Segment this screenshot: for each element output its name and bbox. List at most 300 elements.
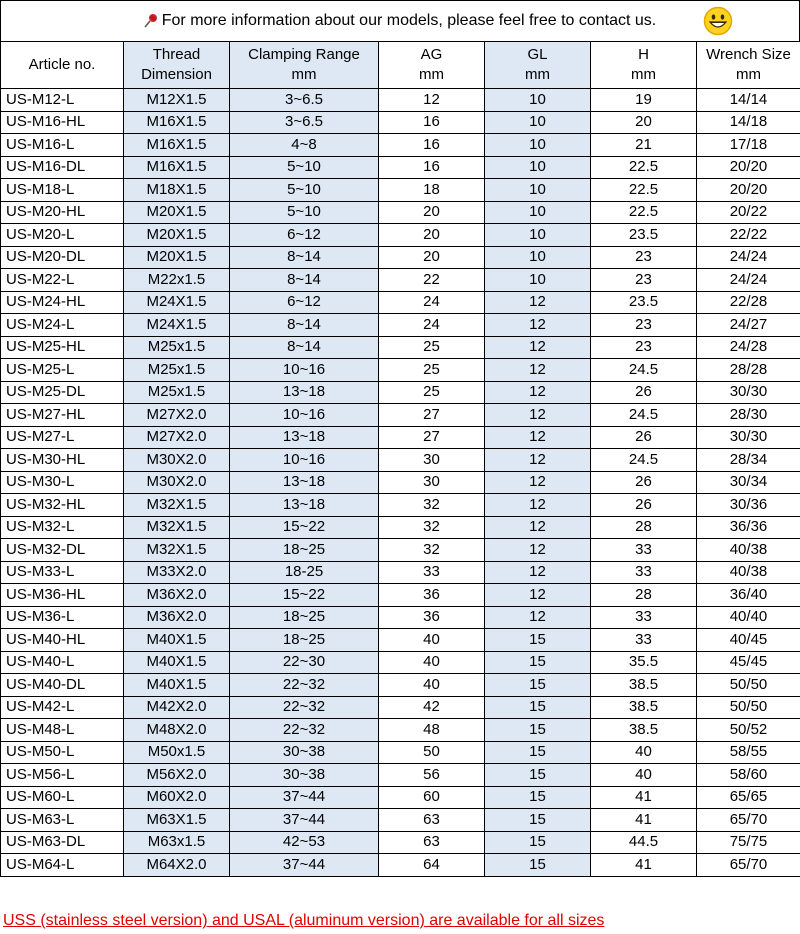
gl-cell: 12 (485, 561, 591, 584)
table-row (1, 741, 800, 764)
header-line1: AG (420, 46, 443, 63)
wrench-size-cell: 20/22 (697, 201, 800, 224)
h-cell: 23.5 (591, 224, 697, 247)
wrench-size-cell: 65/65 (697, 786, 800, 809)
thread-dimension-cell: M36X2.0 (124, 606, 230, 629)
h-cell: 44.5 (591, 831, 697, 854)
gl-cell: 15 (485, 674, 591, 697)
clamping-range-cell: 13~18 (230, 471, 379, 494)
ag-cell: 20 (379, 224, 485, 247)
gl-cell: 12 (485, 426, 591, 449)
product-spec-table (0, 41, 800, 877)
thread-dimension-cell: M32X1.5 (124, 494, 230, 517)
table-row (1, 494, 800, 517)
header-line1: Thread (152, 46, 201, 63)
ag-cell: 32 (379, 494, 485, 517)
article-no-cell: US-M36-L (1, 606, 124, 629)
wrench-size-cell: 45/45 (697, 651, 800, 674)
ag-cell: 24 (379, 314, 485, 337)
wrench-size-cell: 14/18 (697, 111, 800, 134)
thread-dimension-cell: M56X2.0 (124, 764, 230, 787)
clamping-range-cell: 22~32 (230, 696, 379, 719)
ag-cell: 27 (379, 426, 485, 449)
h-cell: 26 (591, 471, 697, 494)
h-cell: 35.5 (591, 651, 697, 674)
thread-dimension-cell: M16X1.5 (124, 111, 230, 134)
wrench-size-cell: 22/28 (697, 291, 800, 314)
article-no-cell: US-M48-L (1, 719, 124, 742)
gl-cell: 10 (485, 179, 591, 202)
header-article-no (1, 42, 124, 89)
thread-dimension-cell: M60X2.0 (124, 786, 230, 809)
table-row (1, 269, 800, 292)
h-cell: 23 (591, 269, 697, 292)
clamping-range-cell: 5~10 (230, 179, 379, 202)
clamping-range-cell: 8~14 (230, 246, 379, 269)
gl-cell: 10 (485, 89, 591, 112)
gl-cell: 15 (485, 854, 591, 877)
gl-cell: 10 (485, 111, 591, 134)
table-row (1, 651, 800, 674)
gl-cell: 15 (485, 651, 591, 674)
table-row (1, 359, 800, 382)
header-thread-dimension (124, 42, 230, 89)
article-no-cell: US-M32-HL (1, 494, 124, 517)
wrench-size-cell: 50/52 (697, 719, 800, 742)
pushpin-icon (144, 13, 158, 29)
gl-cell: 15 (485, 809, 591, 832)
h-cell: 38.5 (591, 696, 697, 719)
clamping-range-cell: 30~38 (230, 741, 379, 764)
wrench-size-cell: 40/40 (697, 606, 800, 629)
thread-dimension-cell: M25x1.5 (124, 381, 230, 404)
clamping-range-cell: 18-25 (230, 561, 379, 584)
header-line1: Clamping Range (248, 46, 360, 63)
thread-dimension-cell: M25x1.5 (124, 359, 230, 382)
wrench-size-cell: 65/70 (697, 854, 800, 877)
thread-dimension-cell: M50x1.5 (124, 741, 230, 764)
h-cell: 28 (591, 516, 697, 539)
article-no-cell: US-M20-L (1, 224, 124, 247)
clamping-range-cell: 30~38 (230, 764, 379, 787)
clamping-range-cell: 10~16 (230, 359, 379, 382)
h-cell: 24.5 (591, 404, 697, 427)
h-cell: 22.5 (591, 156, 697, 179)
wrench-size-cell: 30/34 (697, 471, 800, 494)
article-no-cell: US-M24-HL (1, 291, 124, 314)
ag-cell: 30 (379, 471, 485, 494)
table-row (1, 809, 800, 832)
thread-dimension-cell: M40X1.5 (124, 629, 230, 652)
h-cell: 41 (591, 786, 697, 809)
ag-cell: 60 (379, 786, 485, 809)
table-row (1, 291, 800, 314)
article-no-cell: US-M20-HL (1, 201, 124, 224)
article-no-cell: US-M64-L (1, 854, 124, 877)
h-cell: 26 (591, 381, 697, 404)
ag-cell: 40 (379, 674, 485, 697)
header-line2: mm (291, 66, 317, 83)
gl-cell: 10 (485, 134, 591, 157)
table-row (1, 539, 800, 562)
clamping-range-cell: 3~6.5 (230, 111, 379, 134)
h-cell: 33 (591, 629, 697, 652)
header-line2: mm (631, 66, 656, 83)
clamping-range-cell: 10~16 (230, 449, 379, 472)
article-no-cell: US-M32-DL (1, 539, 124, 562)
wrench-size-cell: 30/30 (697, 381, 800, 404)
h-cell: 40 (591, 741, 697, 764)
article-no-cell: US-M40-HL (1, 629, 124, 652)
table-row (1, 854, 800, 877)
ag-cell: 24 (379, 291, 485, 314)
table-row (1, 764, 800, 787)
ag-cell: 63 (379, 809, 485, 832)
clamping-range-cell: 22~32 (230, 719, 379, 742)
header-ag (379, 42, 485, 89)
article-no-cell: US-M16-DL (1, 156, 124, 179)
article-no-cell: US-M56-L (1, 764, 124, 787)
thread-dimension-cell: M64X2.0 (124, 854, 230, 877)
thread-dimension-cell: M63x1.5 (124, 831, 230, 854)
article-no-cell: US-M16-L (1, 134, 124, 157)
clamping-range-cell: 13~18 (230, 381, 379, 404)
gl-cell: 12 (485, 381, 591, 404)
gl-cell: 10 (485, 156, 591, 179)
table-row (1, 674, 800, 697)
clamping-range-cell: 8~14 (230, 314, 379, 337)
table-row (1, 719, 800, 742)
article-no-cell: US-M63-L (1, 809, 124, 832)
table-row (1, 246, 800, 269)
clamping-range-cell: 8~14 (230, 336, 379, 359)
table-row (1, 516, 800, 539)
table-header-row (1, 42, 800, 89)
h-cell: 23 (591, 314, 697, 337)
wrench-size-cell: 65/70 (697, 809, 800, 832)
h-cell: 33 (591, 606, 697, 629)
header-h (591, 42, 697, 89)
thread-dimension-cell: M20X1.5 (124, 224, 230, 247)
wrench-size-cell: 22/22 (697, 224, 800, 247)
wrench-size-cell: 24/24 (697, 246, 800, 269)
article-no-cell: US-M33-L (1, 561, 124, 584)
gl-cell: 15 (485, 719, 591, 742)
h-cell: 24.5 (591, 359, 697, 382)
gl-cell: 15 (485, 696, 591, 719)
table-row (1, 156, 800, 179)
clamping-range-cell: 37~44 (230, 786, 379, 809)
h-cell: 41 (591, 809, 697, 832)
ag-cell: 40 (379, 629, 485, 652)
table-row (1, 134, 800, 157)
table-row (1, 449, 800, 472)
wrench-size-cell: 58/55 (697, 741, 800, 764)
article-no-cell: US-M60-L (1, 786, 124, 809)
wrench-size-cell: 20/20 (697, 156, 800, 179)
wrench-size-cell: 50/50 (697, 696, 800, 719)
table-row (1, 404, 800, 427)
h-cell: 22.5 (591, 201, 697, 224)
gl-cell: 12 (485, 539, 591, 562)
gl-cell: 12 (485, 291, 591, 314)
ag-cell: 16 (379, 156, 485, 179)
availability-footnote: USS (stainless steel version) and USAL (aluminum version) are available for all sizes (3, 912, 605, 929)
header-line1: GL (527, 46, 548, 63)
clamping-range-cell: 42~53 (230, 831, 379, 854)
h-cell: 19 (591, 89, 697, 112)
table-row (1, 786, 800, 809)
thread-dimension-cell: M32X1.5 (124, 539, 230, 562)
h-cell: 20 (591, 111, 697, 134)
article-no-cell: US-M30-L (1, 471, 124, 494)
header-gl (485, 42, 591, 89)
table-row (1, 696, 800, 719)
wrench-size-cell: 30/30 (697, 426, 800, 449)
header-line1: H (638, 46, 649, 63)
thread-dimension-cell: M63X1.5 (124, 809, 230, 832)
table-row (1, 471, 800, 494)
smiley-icon (703, 6, 733, 36)
article-no-cell: US-M50-L (1, 741, 124, 764)
table-row (1, 201, 800, 224)
wrench-size-cell: 28/34 (697, 449, 800, 472)
gl-cell: 12 (485, 449, 591, 472)
article-no-cell: US-M40-DL (1, 674, 124, 697)
h-cell: 28 (591, 584, 697, 607)
clamping-range-cell: 18~25 (230, 606, 379, 629)
thread-dimension-cell: M24X1.5 (124, 291, 230, 314)
thread-dimension-cell: M42X2.0 (124, 696, 230, 719)
h-cell: 23.5 (591, 291, 697, 314)
gl-cell: 12 (485, 584, 591, 607)
header-wrench-size (697, 42, 800, 89)
wrench-size-cell: 28/30 (697, 404, 800, 427)
thread-dimension-cell: M40X1.5 (124, 651, 230, 674)
wrench-size-cell: 28/28 (697, 359, 800, 382)
wrench-size-cell: 36/36 (697, 516, 800, 539)
wrench-size-cell: 24/28 (697, 336, 800, 359)
thread-dimension-cell: M40X1.5 (124, 674, 230, 697)
banner-text: For more information about our models, please feel free to contact us. (161, 12, 657, 29)
gl-cell: 10 (485, 246, 591, 269)
article-no-cell: US-M25-L (1, 359, 124, 382)
contact-banner (0, 0, 800, 41)
wrench-size-cell: 36/40 (697, 584, 800, 607)
ag-cell: 32 (379, 539, 485, 562)
gl-cell: 10 (485, 224, 591, 247)
thread-dimension-cell: M24X1.5 (124, 314, 230, 337)
ag-cell: 48 (379, 719, 485, 742)
thread-dimension-cell: M16X1.5 (124, 156, 230, 179)
article-no-cell: US-M36-HL (1, 584, 124, 607)
wrench-size-cell: 40/38 (697, 561, 800, 584)
h-cell: 23 (591, 246, 697, 269)
thread-dimension-cell: M30X2.0 (124, 449, 230, 472)
ag-cell: 32 (379, 516, 485, 539)
gl-cell: 10 (485, 269, 591, 292)
wrench-size-cell: 40/45 (697, 629, 800, 652)
clamping-range-cell: 3~6.5 (230, 89, 379, 112)
article-no-cell: US-M30-HL (1, 449, 124, 472)
clamping-range-cell: 22~30 (230, 651, 379, 674)
thread-dimension-cell: M18X1.5 (124, 179, 230, 202)
article-no-cell: US-M12-L (1, 89, 124, 112)
gl-cell: 12 (485, 336, 591, 359)
h-cell: 41 (591, 854, 697, 877)
article-no-cell: US-M25-HL (1, 336, 124, 359)
thread-dimension-cell: M20X1.5 (124, 201, 230, 224)
h-cell: 23 (591, 336, 697, 359)
thread-dimension-cell: M33X2.0 (124, 561, 230, 584)
h-cell: 40 (591, 764, 697, 787)
gl-cell: 12 (485, 471, 591, 494)
ag-cell: 42 (379, 696, 485, 719)
ag-cell: 20 (379, 246, 485, 269)
table-row (1, 179, 800, 202)
h-cell: 33 (591, 561, 697, 584)
header-clamping-range (230, 42, 379, 89)
gl-cell: 15 (485, 786, 591, 809)
gl-cell: 15 (485, 629, 591, 652)
thread-dimension-cell: M48X2.0 (124, 719, 230, 742)
gl-cell: 10 (485, 201, 591, 224)
ag-cell: 33 (379, 561, 485, 584)
table-row (1, 831, 800, 854)
gl-cell: 15 (485, 831, 591, 854)
table-row (1, 561, 800, 584)
header-line1: Article no. (28, 56, 96, 73)
ag-cell: 27 (379, 404, 485, 427)
clamping-range-cell: 15~22 (230, 516, 379, 539)
header-line2: mm (736, 66, 761, 83)
h-cell: 26 (591, 494, 697, 517)
article-no-cell: US-M63-DL (1, 831, 124, 854)
table-row (1, 336, 800, 359)
ag-cell: 36 (379, 584, 485, 607)
ag-cell: 25 (379, 359, 485, 382)
table-row (1, 381, 800, 404)
ag-cell: 12 (379, 89, 485, 112)
clamping-range-cell: 8~14 (230, 269, 379, 292)
ag-cell: 20 (379, 201, 485, 224)
thread-dimension-cell: M30X2.0 (124, 471, 230, 494)
clamping-range-cell: 15~22 (230, 584, 379, 607)
thread-dimension-cell: M27X2.0 (124, 404, 230, 427)
article-no-cell: US-M16-HL (1, 111, 124, 134)
thread-dimension-cell: M16X1.5 (124, 134, 230, 157)
clamping-range-cell: 13~18 (230, 494, 379, 517)
gl-cell: 12 (485, 516, 591, 539)
wrench-size-cell: 30/36 (697, 494, 800, 517)
article-no-cell: US-M40-L (1, 651, 124, 674)
h-cell: 33 (591, 539, 697, 562)
clamping-range-cell: 13~18 (230, 426, 379, 449)
thread-dimension-cell: M25x1.5 (124, 336, 230, 359)
clamping-range-cell: 37~44 (230, 854, 379, 877)
ag-cell: 18 (379, 179, 485, 202)
wrench-size-cell: 58/60 (697, 764, 800, 787)
clamping-range-cell: 22~32 (230, 674, 379, 697)
table-row (1, 314, 800, 337)
wrench-size-cell: 24/24 (697, 269, 800, 292)
thread-dimension-cell: M36X2.0 (124, 584, 230, 607)
ag-cell: 22 (379, 269, 485, 292)
wrench-size-cell: 75/75 (697, 831, 800, 854)
article-no-cell: US-M25-DL (1, 381, 124, 404)
table-row (1, 111, 800, 134)
article-no-cell: US-M32-L (1, 516, 124, 539)
wrench-size-cell: 24/27 (697, 314, 800, 337)
clamping-range-cell: 18~25 (230, 629, 379, 652)
h-cell: 21 (591, 134, 697, 157)
article-no-cell: US-M22-L (1, 269, 124, 292)
gl-cell: 15 (485, 741, 591, 764)
ag-cell: 40 (379, 651, 485, 674)
wrench-size-cell: 20/20 (697, 179, 800, 202)
table-row (1, 224, 800, 247)
wrench-size-cell: 40/38 (697, 539, 800, 562)
ag-cell: 16 (379, 111, 485, 134)
article-no-cell: US-M27-L (1, 426, 124, 449)
clamping-range-cell: 5~10 (230, 156, 379, 179)
ag-cell: 36 (379, 606, 485, 629)
h-cell: 24.5 (591, 449, 697, 472)
clamping-range-cell: 5~10 (230, 201, 379, 224)
h-cell: 26 (591, 426, 697, 449)
ag-cell: 50 (379, 741, 485, 764)
gl-cell: 12 (485, 404, 591, 427)
h-cell: 38.5 (591, 719, 697, 742)
article-no-cell: US-M20-DL (1, 246, 124, 269)
gl-cell: 12 (485, 359, 591, 382)
h-cell: 22.5 (591, 179, 697, 202)
article-no-cell: US-M18-L (1, 179, 124, 202)
clamping-range-cell: 10~16 (230, 404, 379, 427)
table-row (1, 426, 800, 449)
header-line1: Wrench Size (706, 46, 791, 63)
thread-dimension-cell: M22x1.5 (124, 269, 230, 292)
ag-cell: 25 (379, 336, 485, 359)
clamping-range-cell: 37~44 (230, 809, 379, 832)
gl-cell: 12 (485, 494, 591, 517)
header-line2: mm (419, 66, 444, 83)
table-row (1, 584, 800, 607)
table-body (1, 89, 800, 877)
ag-cell: 63 (379, 831, 485, 854)
article-no-cell: US-M42-L (1, 696, 124, 719)
wrench-size-cell: 14/14 (697, 89, 800, 112)
clamping-range-cell: 4~8 (230, 134, 379, 157)
table-row (1, 629, 800, 652)
thread-dimension-cell: M32X1.5 (124, 516, 230, 539)
article-no-cell: US-M24-L (1, 314, 124, 337)
gl-cell: 12 (485, 606, 591, 629)
ag-cell: 16 (379, 134, 485, 157)
table-row (1, 606, 800, 629)
thread-dimension-cell: M27X2.0 (124, 426, 230, 449)
header-line2: mm (525, 66, 550, 83)
gl-cell: 15 (485, 764, 591, 787)
thread-dimension-cell: M20X1.5 (124, 246, 230, 269)
wrench-size-cell: 50/50 (697, 674, 800, 697)
clamping-range-cell: 18~25 (230, 539, 379, 562)
clamping-range-cell: 6~12 (230, 291, 379, 314)
ag-cell: 56 (379, 764, 485, 787)
ag-cell: 25 (379, 381, 485, 404)
ag-cell: 64 (379, 854, 485, 877)
article-no-cell: US-M27-HL (1, 404, 124, 427)
